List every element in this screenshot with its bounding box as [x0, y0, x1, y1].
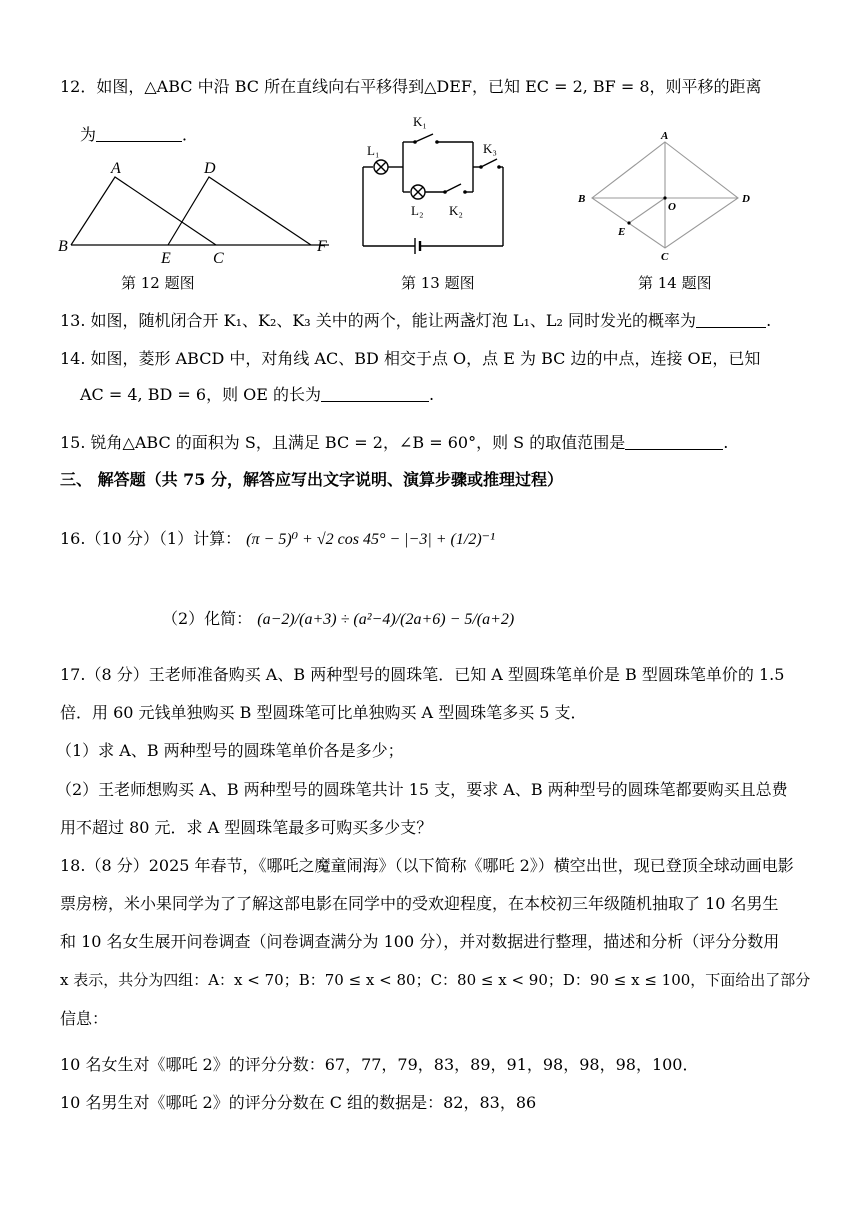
- fig12-label-d: D: [204, 160, 216, 177]
- q14-prefix: AC = 4, BD = 6，则 OE 的长为: [80, 385, 322, 404]
- q17-line4: （2）王老师想购买 A、B 两种型号的圆珠笔共计 15 支，要求 A、B 两种型号的圆珠笔都要购买且总费: [56, 780, 788, 799]
- q16-part2: [162, 608, 514, 631]
- figure-12-triangles: [55, 155, 345, 265]
- q13-text: 13. 如图，随机闭合开 K₁、K₂、K₃ 关中的两个，能让两盏灯泡 L₁、L₂ 同时发光的概率为: [60, 311, 697, 330]
- q12-line1: 12．如图，△ABC 中沿 BC 所在直线向右平移得到△DEF，已知 EC = 2, BF = 8，则平移的距离: [60, 77, 762, 96]
- q13-line: [60, 310, 771, 332]
- fig14-label-d: D: [742, 193, 750, 205]
- q12-line2: [80, 124, 198, 146]
- fig14-label-c: C: [661, 251, 669, 260]
- q15-line: [60, 432, 728, 454]
- q13-answer-blank[interactable]: [696, 311, 766, 328]
- q18-line7: 10 名男生对《哪吒 2》的评分分数在 C 组的数据是：82，83，86: [60, 1093, 537, 1112]
- q16-part2-expression: (a−2)/(a+3) ÷ (a²−4)/(2a+6) − 5/(a+2): [257, 611, 515, 628]
- q18-line3: 和 10 名女生展开问卷调查（问卷调查满分为 100 分），并对数据进行整理，描述和分析（评分分数用: [60, 932, 780, 951]
- q18-line4: x 表示，共分为四组：A：x < 70；B：70 ≤ x < 80；C：80 ≤ x < 90；D：90 ≤ x ≤ 100，下面给出了部分: [60, 971, 811, 989]
- fig12-label-f: F: [317, 238, 327, 255]
- section-3-heading: 三、 解答题（共 75 分，解答应写出文字说明、演算步骤或推理过程）: [60, 470, 563, 489]
- figure-13-circuit: [355, 112, 515, 260]
- q16-part1-expression: (π − 5)⁰ + √2 cos 45° − |−3| + (1/2)⁻¹: [246, 531, 495, 548]
- q17-line2: 倍．用 60 元钱单独购买 B 型圆珠笔可比单独购买 A 型圆珠笔多买 5 支．: [60, 703, 587, 722]
- q18-line1: 18.（8 分）2025 年春节，《哪吒之魔童闹海》（以下简称《哪吒 2》）横空出世，现已登顶全球动画电影: [60, 856, 794, 875]
- q15-suffix: .: [723, 433, 729, 452]
- q14-line1: 14. 如图，菱形 ABCD 中，对角线 AC、BD 相交于点 O，点 E 为 BC 边的中点，连接 OE，已知: [60, 349, 761, 368]
- q18-line6: 10 名女生对《哪吒 2》的评分分数：67，77，79，83，89，91，98，98，98，100．: [60, 1055, 699, 1074]
- fig13-label-k1: K₁: [413, 114, 427, 129]
- q18-line2: 票房榜，米小果同学为了了解这部电影在同学中的受欢迎程度，在本校初三年级随机抽取了 10 名男生: [60, 894, 779, 913]
- fig12-caption: 第 12 题图: [121, 274, 195, 292]
- fig13-label-l2: L₂: [411, 203, 424, 218]
- fig12-label-c: C: [213, 250, 224, 265]
- q12-suffix: ．: [182, 125, 199, 144]
- q17-line1: 17.（8 分）王老师准备购买 A、B 两种型号的圆珠笔．已知 A 型圆珠笔单价是 B 型圆珠笔单价的 1.5: [60, 665, 785, 684]
- q12-prefix: 为: [80, 125, 97, 144]
- q15-text: 15. 锐角△ABC 的面积为 S，且满足 BC = 2，∠B = 60°，则 S 的取值范围是: [60, 433, 626, 452]
- fig13-label-k2: K₂: [449, 203, 463, 218]
- fig12-label-a: A: [111, 160, 121, 177]
- q16-part1: [60, 528, 495, 551]
- fig14-label-b: B: [578, 193, 586, 205]
- fig14-label-o: O: [668, 201, 676, 213]
- fig12-label-b: B: [58, 238, 68, 255]
- fig14-label-a: A: [661, 130, 669, 142]
- fig13-label-l1: L₁: [367, 143, 380, 158]
- fig14-caption: 第 14 题图: [638, 274, 712, 292]
- fig13-caption: 第 13 题图: [401, 274, 475, 292]
- q16-part1-prefix: 16.（10 分）（1）计算：: [60, 529, 242, 548]
- q17-line5: 用不超过 80 元．求 A 型圆珠笔最多可购买多少支？: [60, 818, 433, 837]
- q13-suffix: .: [766, 311, 772, 330]
- fig14-label-e: E: [618, 226, 626, 238]
- q16-part2-prefix: （2）化简：: [162, 609, 253, 628]
- q14-answer-blank[interactable]: [321, 385, 429, 402]
- q15-answer-blank[interactable]: [625, 433, 723, 450]
- figure-14-rhombus: [572, 130, 762, 260]
- q14-line2: [80, 384, 434, 406]
- q17-line3: （1）求 A、B 两种型号的圆珠笔单价各是多少；: [56, 741, 404, 760]
- fig12-label-e: E: [161, 250, 171, 265]
- q12-answer-blank[interactable]: [96, 125, 182, 142]
- q14-suffix: .: [429, 385, 435, 404]
- q18-line5: 信息：: [60, 1009, 109, 1028]
- fig13-label-k3: K₃: [483, 141, 497, 156]
